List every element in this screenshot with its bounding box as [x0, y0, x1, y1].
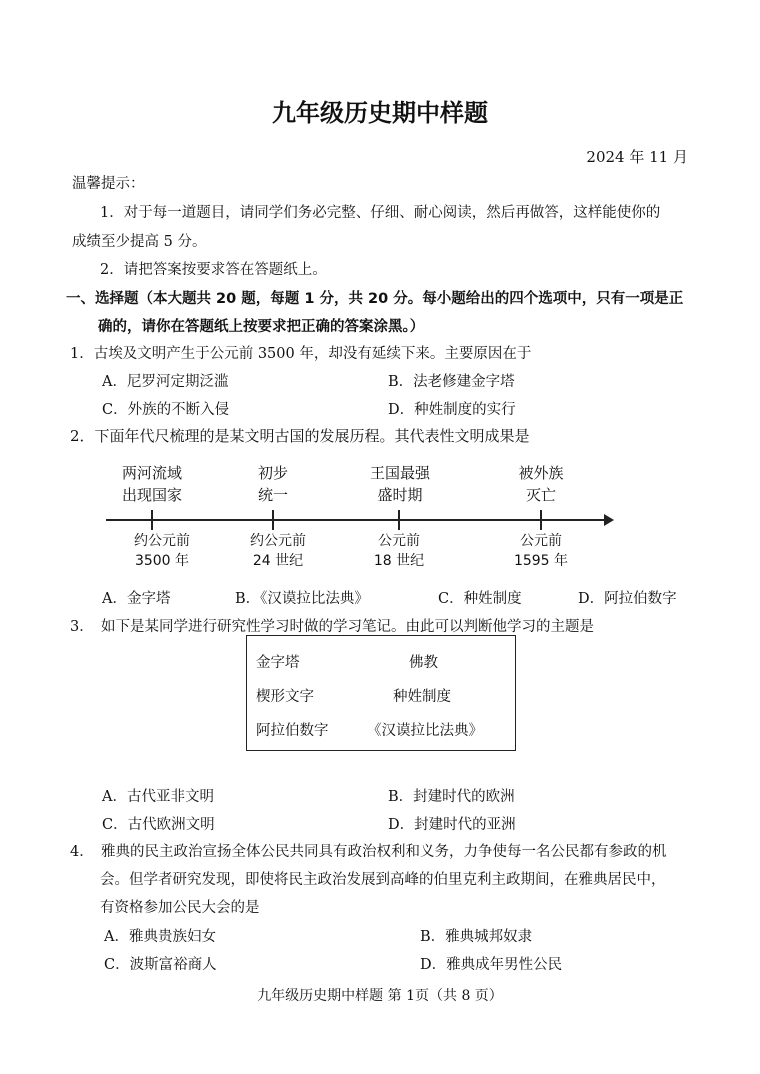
timeline-axis — [106, 519, 606, 521]
question-1-option-a: A．尼罗河定期泛滥 — [102, 374, 229, 390]
question-2-option-c: C．种姓制度 — [438, 591, 522, 607]
timeline-event: 王国最强 盛时期 — [369, 464, 430, 504]
tip-2: 2．请把答案按要求答在答题纸上。 — [100, 262, 327, 278]
question-1-option-b: B．法老修建金字塔 — [388, 374, 515, 390]
timeline-event: 被外族 灭亡 — [518, 464, 564, 504]
question-2-option-d: D．阿拉伯数字 — [578, 591, 677, 607]
question-4-option-c: C．波斯富裕商人 — [104, 957, 217, 973]
timeline-tick — [540, 510, 542, 530]
timeline-date: 约公元前 3500 年 — [134, 533, 190, 569]
section-1-heading-cont: 确的，请你在答题纸上按要求把正确的答案涂黑。） — [98, 319, 425, 335]
note-item: 《汉谟拉比法典》 — [367, 723, 483, 739]
question-1-option-d: D．种姓制度的实行 — [388, 402, 516, 418]
question-2-option-a: A．金字塔 — [102, 591, 171, 607]
question-4-stem: 4． 雅典的民主政治宣扬全体公民共同具有政治权利和义务，力争使每一名公民都有参政的机 — [70, 844, 667, 860]
note-item: 佛教 — [409, 655, 438, 671]
timeline-tick — [151, 510, 153, 530]
timeline-event: 初步 统一 — [257, 464, 288, 504]
question-4-stem-cont: 有资格参加公民大会的是 — [100, 900, 260, 916]
timeline-arrow — [604, 514, 614, 526]
tip-1-line-2: 成绩至少提高 5 分。 — [72, 234, 207, 250]
tip-1-line-1: 1．对于每一道题目，请同学们务必完整、仔细、耐心阅读，然后再做答，这样能使你的 — [100, 205, 661, 221]
note-item: 种姓制度 — [393, 689, 451, 705]
timeline-tick — [272, 510, 274, 530]
question-4-option-b: B．雅典城邦奴隶 — [420, 929, 533, 945]
question-1-option-c: C．外族的不断入侵 — [102, 402, 230, 418]
question-1-stem: 1．古埃及文明产生于公元前 3500 年，却没有延续下来。主要原因在于 — [70, 346, 532, 362]
tips-heading: 温馨提示： — [72, 176, 145, 192]
question-4-option-d: D．雅典成年男性公民 — [420, 957, 563, 973]
page-footer: 九年级历史期中样题 第 1页（共 8 页） — [257, 988, 503, 1004]
exam-date: 2024 年 11 月 — [586, 148, 688, 166]
timeline-event: 两河流域 出现国家 — [121, 464, 182, 504]
section-1-heading: 一、选择题（本大题共 20 题，每题 1 分，共 20 分。每小题给出的四个选项中，只有一项是正 — [66, 291, 684, 307]
study-notes-box — [246, 635, 516, 751]
question-4-stem-cont: 会。但学者研究发现，即使将民主政治发展到高峰的伯里克利主政期间，在雅典居民中， — [100, 872, 666, 888]
timeline-date: 公元前 1595 年 — [513, 533, 569, 569]
question-2-option-b: B．《汉谟拉比法典》 — [235, 591, 369, 607]
page-title: 九年级历史期中样题 — [272, 99, 488, 127]
question-2-stem: 2．下面年代尺梳理的是某文明古国的发展历程。其代表性文明成果是 — [70, 427, 530, 445]
question-3-stem: 3． 如下是某同学进行研究性学习时做的学习笔记。由此可以判断他学习的主题是 — [70, 619, 594, 635]
note-item: 阿拉伯数字 — [256, 723, 329, 739]
question-3-option-a: A．古代亚非文明 — [102, 789, 214, 805]
timeline-date: 约公元前 24 世纪 — [250, 533, 306, 569]
question-4-option-a: A．雅典贵族妇女 — [104, 929, 216, 945]
note-item: 金字塔 — [256, 655, 300, 671]
question-3-option-d: D．封建时代的亚洲 — [388, 817, 516, 833]
note-item: 楔形文字 — [256, 689, 314, 705]
question-3-option-c: C．古代欧洲文明 — [102, 817, 215, 833]
timeline-tick — [398, 510, 400, 530]
question-3-option-b: B．封建时代的欧洲 — [388, 789, 515, 805]
timeline-date: 公元前 18 世纪 — [373, 533, 425, 569]
